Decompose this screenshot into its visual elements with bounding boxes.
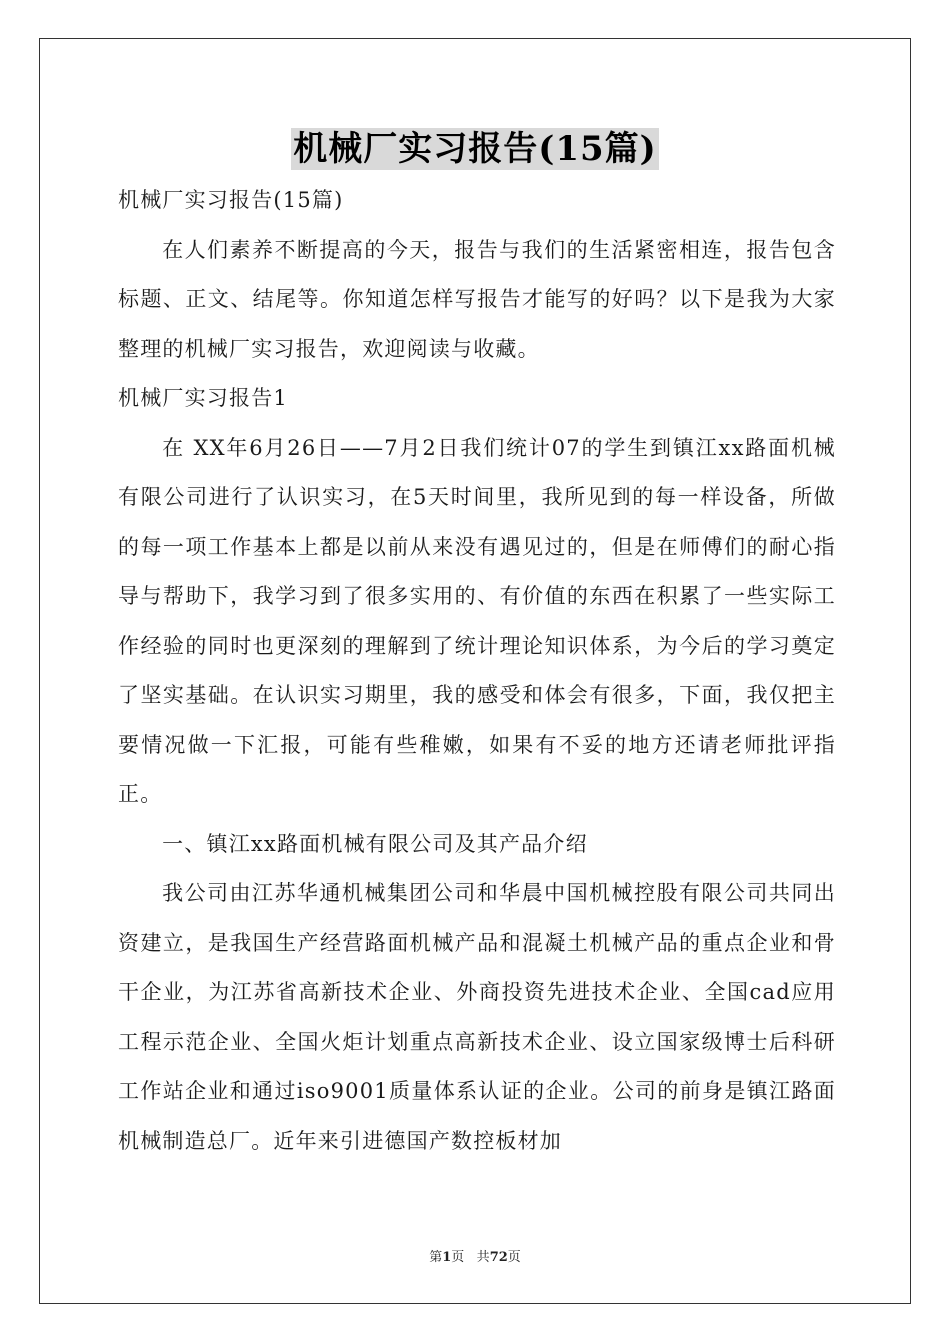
subsection-heading: 一、镇江xx路面机械有限公司及其产品介绍 [162, 831, 588, 856]
paragraph: 我公司由江苏华通机械集团公司和华晨中国机械控股有限公司共同出资建立，是我国生产经营路面机械产品和混凝土机械产品的重点企业和骨干企业，为江苏省高新技术企业、外商投资先进技术企业、全国cad应用工程示范企业、全国火炬计划重点高新技术企业、设立国家级博士后科研工作站企业和通过iso9001质量体系认证的企业。公司的前身是镇江路面机械制造总厂。近年来引进德国产数控板材加 [118, 881, 836, 1153]
page-footer [0, 1246, 950, 1265]
section-heading: 机械厂实习报告1 [118, 386, 288, 410]
title-container [0, 128, 950, 170]
paragraph: 在 XX年6月26日——7月2日我们统计07的学生到镇江xx路面机械有限公司进行了认识实习，在5天时间里，我所见到的每一样设备，所做的每一项工作基本上都是以前从来没有遇见过的，但是在师傅们的耐心指导与帮助下，我学习到了很多实用的、有价值的东西在积累了一些实际工作经验的同时也更深刻的理解到了统计理论知识体系，为今后的学习奠定了坚实基础。在认识实习期里，我的感受和体会有很多，下面，我仅把主要情况做一下汇报，可能有些稚嫩，如果有不妥的地方还请老师批评指正。 [118, 435, 836, 806]
document-body [118, 176, 836, 1166]
footer-prefix: 第 [429, 1250, 443, 1265]
footer-page-number: 1 [442, 1250, 452, 1265]
document-title: 机械厂实习报告(15篇) [293, 129, 657, 169]
paragraph: 机械厂实习报告(15篇) [118, 188, 344, 212]
footer-total-pages: 72 [489, 1250, 508, 1265]
paragraph: 在人们素养不断提高的今天，报告与我们的生活紧密相连，报告包含标题、正文、结尾等。你知道怎样写报告才能写的好吗？以下是我为大家整理的机械厂实习报告，欢迎阅读与收藏。 [118, 237, 836, 361]
footer-page-suffix: 页 [451, 1250, 465, 1265]
footer-total-prefix: 共 [476, 1250, 490, 1265]
footer-total-suffix: 页 [507, 1250, 521, 1265]
